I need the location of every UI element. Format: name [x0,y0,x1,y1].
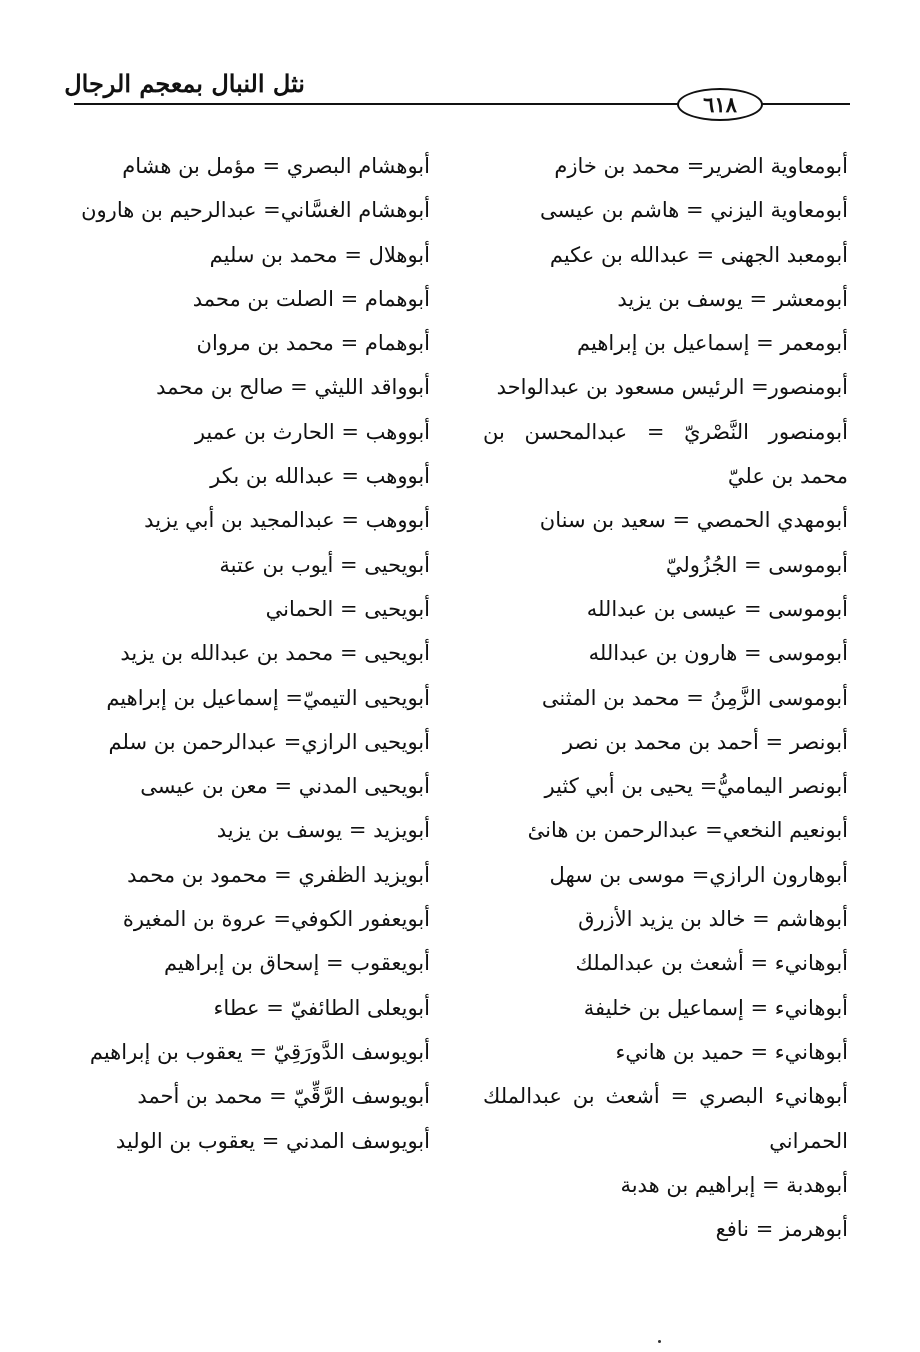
entry: أبويزيد = يوسف بن يزيد [216,818,430,843]
entry: أبومنصور النَّصْريّ = عبدالمحسن بن محمد بن عليّ [483,419,848,489]
book-title: نثل النبال بمعجم الرجال [64,69,305,98]
entry: أبويحيى = الحماني [265,596,430,621]
right-column [483,144,848,1251]
entry: أبويوسف الرَّقِّيّ = محمد بن أحمد [137,1084,430,1109]
entry: أبومعاوية اليزني = هاشم بن عيسى [539,198,848,223]
entry: أبويحيى المدني = معن بن عيسى [140,774,430,799]
entry: أبوهانيء البصري = أشعث بن عبدالملك الحمراني [483,1084,848,1153]
entry: أبونصر اليماميُّ= يحيى بن أبي كثير [544,774,848,799]
entry: أبوموسى = عيسى بن عبدالله [586,596,848,621]
entry: أبوواقد الليثي = صالح بن محمد [156,375,430,400]
entry: أبويعلى الطائفيّ = عطاء [213,995,430,1020]
entry: أبوهرمز = نافع [715,1217,848,1242]
entry: أبويحيى الرازي= عبدالرحمن بن سلم [108,729,430,754]
entry: أبوهانيء = إسماعيل بن خليفة [583,995,848,1020]
entry: أبووهب = عبدالله بن بكر [210,464,430,489]
entry: أبويعقوب = إسحاق بن إبراهيم [163,951,430,976]
entry: أبوهدبة = إبراهيم بن هدبة [620,1172,848,1197]
entry: أبوهشام الغسَّاني= عبدالرحيم بن هارون [81,198,430,223]
entry: أبووهب = الحارث بن عمير [194,419,430,444]
entry: أبومعمر = إسماعيل بن إبراهيم [577,331,848,356]
entry: أبوهانيء = حميد بن هانيء [615,1039,848,1064]
page-number: ٦١٨ [677,88,763,121]
entry: أبونعيم النخعي= عبدالرحمن بن هانئ [527,818,848,843]
entry: أبوموسى = هارون بن عبدالله [588,641,848,666]
entry: أبومنصور= الرئيس مسعود بن عبدالواحد [496,375,848,400]
entry: أبويوسف المدني = يعقوب بن الوليد [115,1128,430,1153]
header-rule-left [74,103,678,105]
entry: أبونصر = أحمد بن محمد بن نصر [562,729,848,754]
print-speck [658,1340,661,1343]
entry: أبومهدي الحمصي = سعيد بن سنان [539,508,848,533]
entry: أبوهمام = محمد بن مروان [196,331,430,356]
entry: أبويعفور الكوفي= عروة بن المغيرة [122,907,430,932]
entry: أبويزيد الظفري = محمود بن محمد [127,862,430,887]
entry: أبومعبد الجهنى = عبدالله بن عكيم [549,242,848,267]
left-column [60,144,430,1163]
header-rule-right [762,103,850,105]
entry: أبوهشام البصري = مؤمل بن هشام [122,154,430,178]
entry: أبوهانيء = أشعث بن عبدالملك [575,951,848,976]
entry: أبوهارون الرازي= موسى بن سهل [549,862,848,887]
entry: أبويحيى = أيوب بن عتبة [219,552,430,577]
entry: أبووهب = عبدالمجيد بن أبي يزيد [144,508,430,533]
entry: أبوموسى = الجُزُوليّ [665,552,848,577]
entry: أبويحيى = محمد بن عبدالله بن يزيد [120,641,430,666]
entry: أبويحيى التيميّ= إسماعيل بن إبراهيم [106,685,430,710]
entry: أبومعاوية الضرير= محمد بن خازم [554,154,848,178]
entry: أبوهاشم = خالد بن يزيد الأزرق [578,907,848,932]
entry: أبويوسف الدَّورَقِيّ = يعقوب بن إبراهيم [89,1039,430,1064]
entry: أبوهلال = محمد بن سليم [209,242,430,267]
entry: أبوموسى الزَّمِنُ = محمد بن المثنى [541,685,848,710]
entry: أبوهمام = الصلت بن محمد [192,286,430,311]
entry: أبومعشر = يوسف بن يزيد [617,286,848,311]
